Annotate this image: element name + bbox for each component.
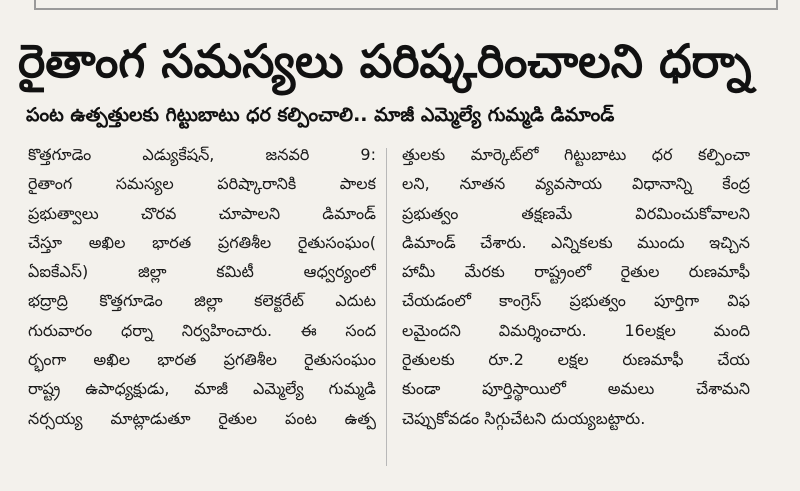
top-border-rule bbox=[34, 0, 778, 10]
article-line: హామీ మేరకు రాష్ట్రంలో రైతుల రుణమాఫీ bbox=[402, 262, 750, 282]
article-line: లని, నూతన వ్యవసాయ విధానాన్ని కేంద్ర bbox=[402, 174, 750, 194]
column-divider bbox=[386, 148, 387, 466]
article-line: చేయడంలో కాంగ్రెస్ ప్రభుత్వం పూర్తిగా విఫ bbox=[402, 291, 750, 311]
article-line: డిమాండ్ చేశారు. ఎన్నికలకు ముందు ఇచ్చిన bbox=[402, 232, 750, 252]
article-line: కుండా పూర్తిస్థాయిలో అమలు చేశామని bbox=[402, 379, 750, 399]
article-line: త్తులకు మార్కెట్‌లో గిట్టుబాటు ధర కల్పించా bbox=[402, 145, 750, 164]
article-line: రైతులకు రూ.2 లక్షల రుణమాఫీ చేయ bbox=[402, 350, 750, 370]
article-line: కొత్తగూడెం ఎడ్యుకేషన్, జనవరి 9: bbox=[28, 145, 376, 164]
article-line: చెప్పుకోవడం సిగ్గుచేటని దుయ్యబట్టారు. bbox=[402, 408, 646, 428]
article-column-right bbox=[402, 140, 750, 433]
article-line: లమైందని విమర్శించారు. 16లక్షల మంది bbox=[402, 320, 750, 340]
article-line: చేస్తూ అఖిల భారత ప్రగతిశీల రైతుసంఘం( bbox=[28, 232, 376, 252]
article-column-left bbox=[28, 140, 376, 433]
article-line: రైతాంగ సమస్యల పరిష్కారానికి పాలక bbox=[28, 174, 376, 194]
article-line: ప్రభుత్వాలు చొరవ చూపాలని డిమాండ్ bbox=[28, 203, 376, 223]
article-line: ఏఐకేఎస్) జిల్లా కమిటీ ఆధ్వర్యంలో bbox=[28, 262, 376, 282]
article-line: నర్సయ్య మాట్లాడుతూ రైతుల పంట ఉత్ప bbox=[28, 408, 376, 428]
article-line: గురువారం ధర్నా నిర్వహించారు. ఈ సంద bbox=[28, 320, 376, 340]
headline: రైతాంగ సమస్యలు పరిష్కరించాలని ధర్నా bbox=[18, 34, 752, 88]
article-line: భద్రాద్రి కొత్తగూడెం జిల్లా కలెక్టరేట్ ఎదుట bbox=[28, 291, 376, 311]
article-line: ర్భంగా అఖిల భారత ప్రగతిశీల రైతుసంఘం bbox=[28, 350, 376, 370]
subheadline: పంట ఉత్పత్తులకు గిట్టుబాటు ధర కల్పించాలి.. మాజీ ఎమ్మెల్యే గుమ్మడి డిమాండ్ bbox=[26, 104, 615, 126]
article-line: ప్రభుత్వం తక్షణమే విరమించుకోవాలని bbox=[402, 203, 750, 223]
article-line: రాష్ట్ర ఉపాధ్యక్షుడు, మాజీ ఎమ్మెల్యే గుమ్మడి bbox=[28, 379, 376, 399]
